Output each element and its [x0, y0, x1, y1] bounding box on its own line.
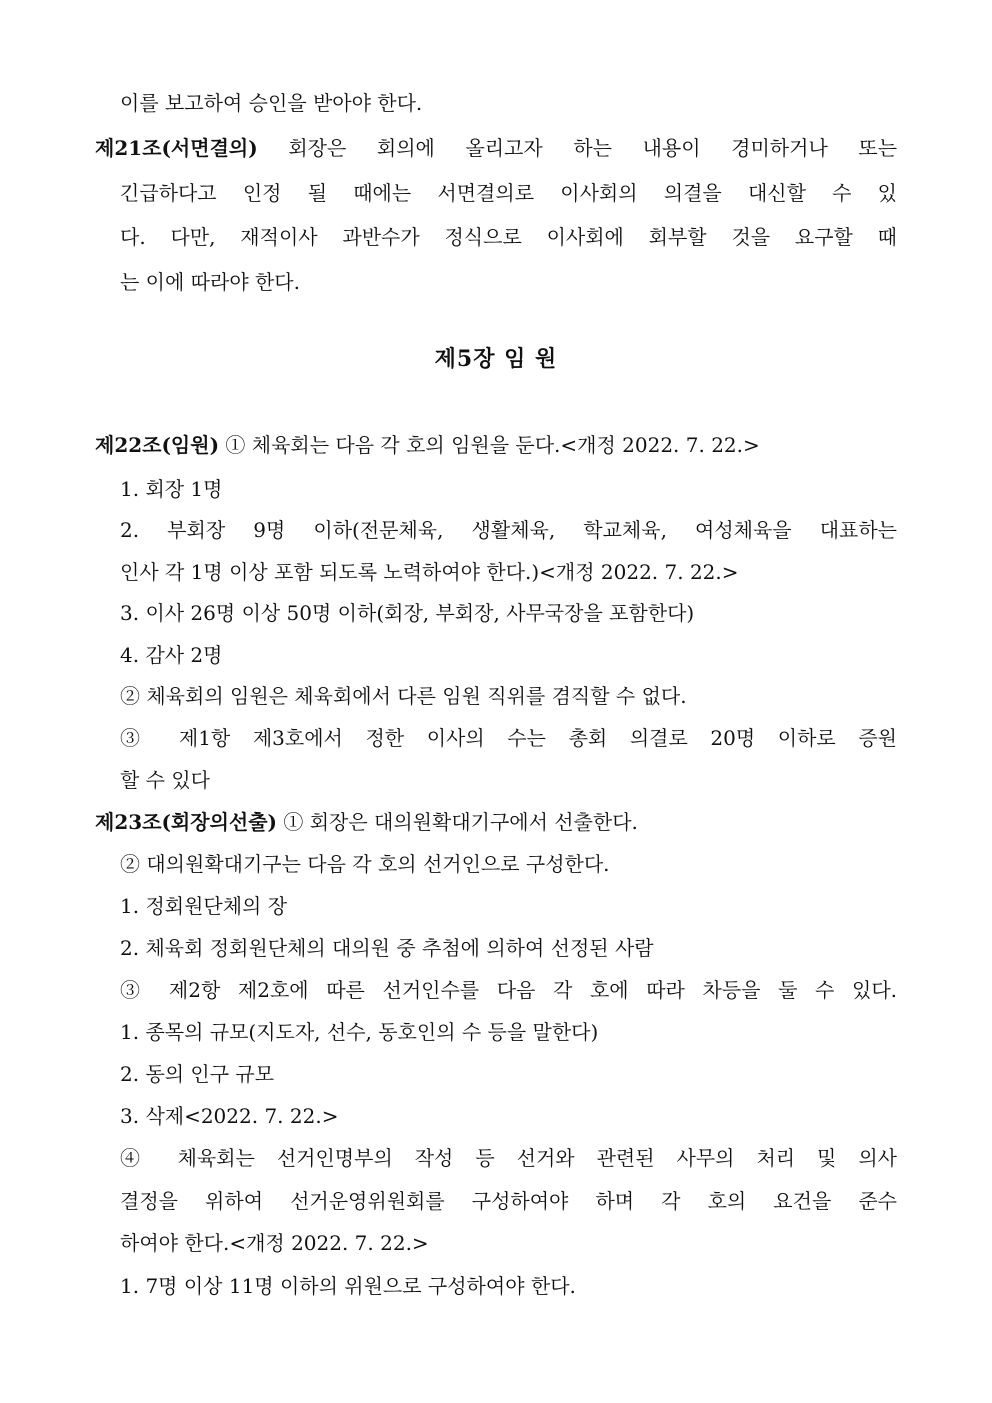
article-22-title: 제22조(임원)	[95, 433, 220, 457]
list-item: 2. 부회장 9명 이하(전문체육, 생활체육, 학교체육, 여성체육을 대표하는	[120, 518, 897, 542]
article-23-line	[95, 807, 638, 837]
list-item: 3. 삭제<2022. 7. 22.>	[120, 1104, 339, 1128]
article-21-line	[95, 133, 897, 163]
list-item: 1. 정회원단체의 장	[120, 894, 288, 918]
text-line: 이를 보고하여 승인을 받아야 한다.	[120, 91, 423, 115]
text-line: 할 수 있다	[120, 768, 210, 792]
paragraph-line: ③ 제1항 제3호에서 정한 이사의 수는 총회 의결로 20명 이하로 증원	[120, 726, 897, 750]
list-item: 1. 회장 1명	[120, 477, 223, 501]
list-item: 2. 동의 인구 규모	[120, 1062, 275, 1086]
text-line: 하여야 한다.<개정 2022. 7. 22.>	[120, 1231, 429, 1255]
article-21-text: 회장은 회의에 올리고자 하는 내용이 경미하거나 또는	[288, 136, 898, 160]
list-item: 1. 7명 이상 11명 이하의 위원으로 구성하여야 한다.	[120, 1274, 576, 1298]
list-item: 1. 종목의 규모(지도자, 선수, 동호인의 수 등을 말한다)	[120, 1020, 599, 1044]
text-line: 는 이에 따라야 한다.	[120, 270, 300, 294]
article-23-title: 제23조(회장의선출)	[95, 810, 277, 834]
list-item: 3. 이사 26명 이상 50명 이하(회장, 부회장, 사무국장을 포함한다)	[120, 601, 695, 625]
chapter-heading: 제5장 임 원	[434, 346, 558, 372]
text-line: 긴급하다고 인정 될 때에는 서면결의로 이사회의 의결을 대신할 수 있	[120, 181, 897, 205]
text-line: 결정을 위하여 선거운영위원회를 구성하여야 하며 각 호의 요건을 준수	[120, 1189, 897, 1213]
article-23-text: ① 회장은 대의원확대기구에서 선출한다.	[283, 810, 638, 834]
article-22-text: ① 체육회는 다음 각 호의 임원을 둔다.<개정 2022. 7. 22.>	[225, 433, 760, 457]
article-22-line	[95, 430, 760, 460]
list-item: 4. 감사 2명	[120, 643, 223, 667]
paragraph-line: ④ 체육회는 선거인명부의 작성 등 선거와 관련된 사무의 처리 및 의사	[120, 1146, 897, 1170]
list-item: 2. 체육회 정회원단체의 대의원 중 추첨에 의하여 선정된 사람	[120, 936, 654, 960]
text-line: 다. 다만, 재적이사 과반수가 정식으로 이사회에 회부할 것을 요구할 때	[120, 225, 897, 249]
article-21-title: 제21조(서면결의)	[95, 136, 258, 160]
paragraph-line: ② 체육회의 임원은 체육회에서 다른 임원 직위를 겸직할 수 없다.	[120, 684, 687, 708]
paragraph-line: ② 대의원확대기구는 다음 각 호의 선거인으로 구성한다.	[120, 852, 610, 876]
paragraph-line: ③ 제2항 제2호에 따른 선거인수를 다음 각 호에 따라 차등을 둘 수 있다.	[120, 978, 897, 1002]
text-line: 인사 각 1명 이상 포함 되도록 노력하여야 한다.)<개정 2022. 7. 22.>	[120, 560, 739, 584]
